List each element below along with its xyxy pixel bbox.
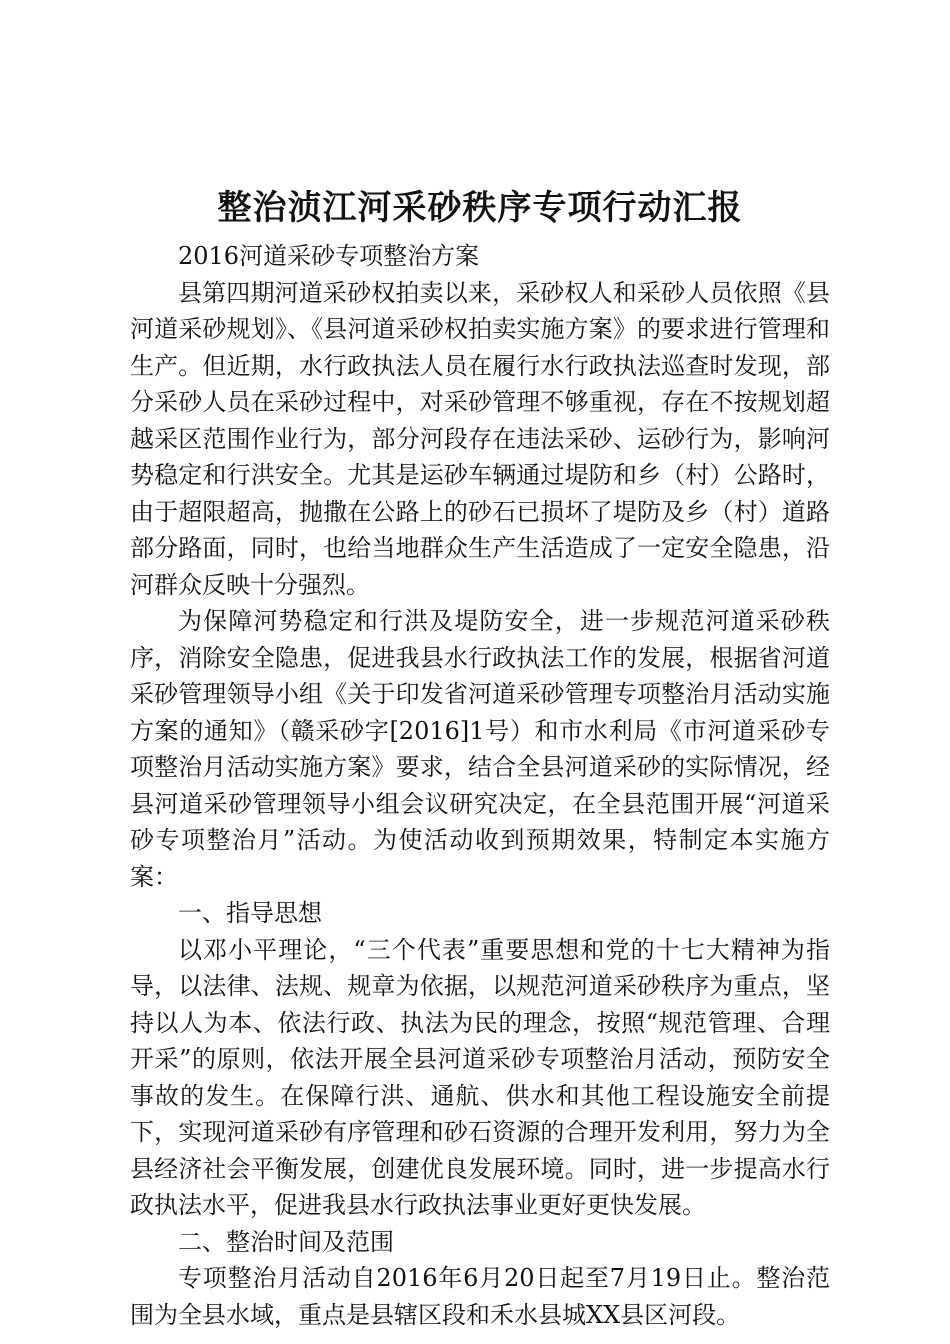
section-heading-guiding-thought: 一、指导思想	[178, 899, 322, 927]
document-title: 整治浈江河采砂秩序专项行动汇报	[217, 188, 743, 228]
paragraph-guiding-thought: 以邓小平理论，“三个代表”重要思想和党的十七大精神为指导，以法律、法规、规章为依据，以规范河道采砂秩序为重点，坚持以人为本、依法行政、执法为民的理念，按照“规范管理、合理开采”的原则，依法开展全县河道采砂专项整治月活动，预防安全事故的发生。在保障行洪、通航、供水和其他工程设施安全前提下，实现河道采砂有序管理和砂石资源的合理开发利用，努力为全县经济社会平衡发展，创建优良发展环境。同时，进一步提高水行政执法水平，促进我县水行政执法事业更好更快发展。	[130, 935, 830, 1219]
paragraph-background: 县第四期河道采砂权拍卖以来，采砂权人和采砂人员依照《县河道采砂规划》、《县河道采砂权拍卖实施方案》的要求进行管理和生产。但近期，水行政执法人员在履行水行政执法巡查时发现，部分采砂人员在采砂过程中，对采砂管理不够重视，存在不按规划超越采区范围作业行为，部分河段存在违法采砂、运砂行为，影响河势稳定和行洪安全。尤其是运砂车辆通过堤防和乡（村）公路时，由于超限超高，抛撒在公路上的砂石已损坏了堤防及乡（村）道路部分路面，同时，也给当地群众生产生活造成了一定安全隐患，沿河群众反映十分强烈。	[130, 278, 830, 599]
section-heading-time-scope: 二、整治时间及范围	[178, 1227, 394, 1256]
paragraph-purpose: 为保障河势稳定和行洪及堤防安全，进一步规范河道采砂秩序，消除安全隐患，促进我县水行政执法工作的发展，根据省河道采砂管理领导小组《关于印发省河道采砂管理专项整治月活动实施方案的通知》（赣采砂字[2016]1号）和市水利局《市河道采砂专项整治月活动实施方案》要求，结合全县河道采砂的实际情况，经县河道采砂管理领导小组会议研究决定，在全县范围开展“河道采砂专项整治月”活动。为使活动收到预期效果，特制定本实施方案：	[130, 607, 830, 891]
paragraph-time-scope: 专项整治月活动自2016年6月20日起至7月19日止。整治范围为全县水域，重点是县辖区段和禾水县城XX县区河段。	[130, 1264, 830, 1329]
document-subtitle: 2016河道采砂专项整治方案	[178, 242, 480, 270]
document-page	[130, 182, 830, 1333]
